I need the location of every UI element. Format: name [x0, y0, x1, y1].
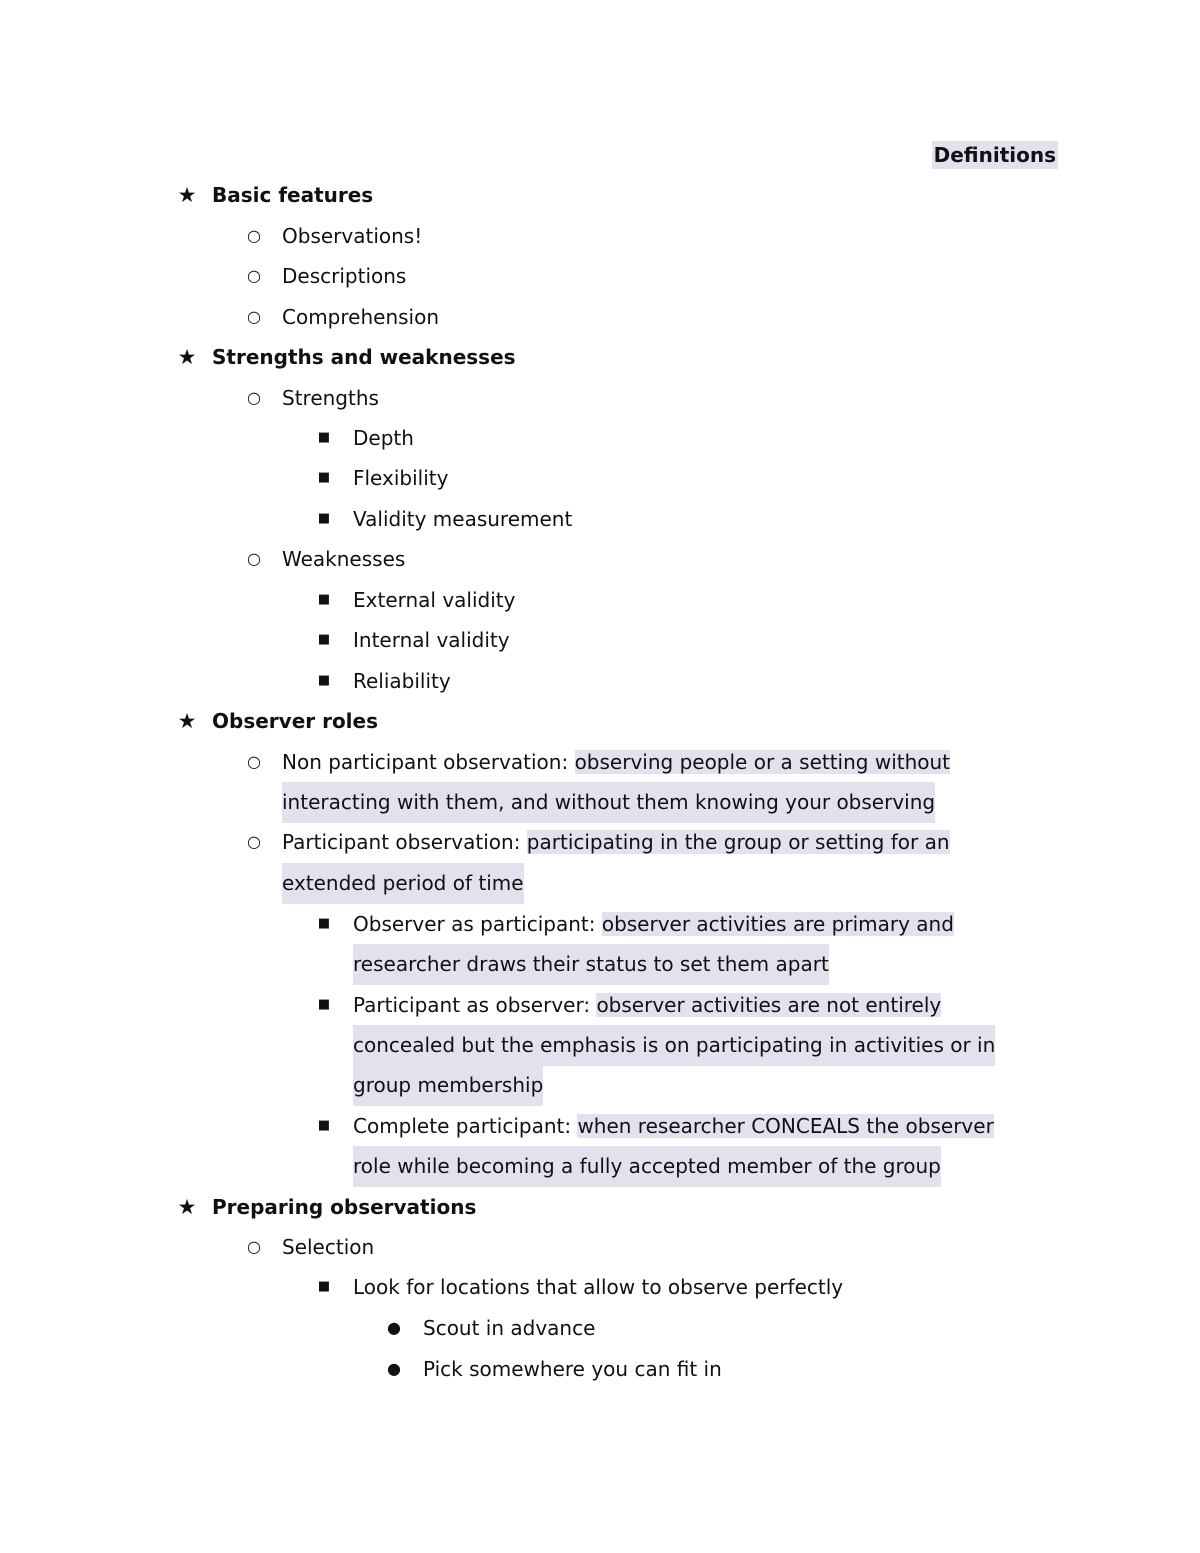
star-bullet-icon: ★	[177, 1195, 197, 1219]
square-bullet-icon: ■	[317, 632, 331, 647]
term: Observer as participant:	[353, 912, 602, 936]
square-bullet-icon: ■	[317, 430, 331, 445]
square-bullet-icon: ■	[317, 1118, 331, 1133]
hollow-circle-bullet-icon: ○	[247, 226, 261, 245]
square-bullet-icon: ■	[317, 470, 331, 485]
square-bullet-icon: ■	[317, 1279, 331, 1294]
definitions-legend: Definitions	[933, 143, 1056, 167]
definition-highlight: group membership	[353, 1065, 543, 1106]
document-page: Definitions ★ Basic features ○ Observations! ○ Descriptions ○ Comprehension ★ Strengths and weaknesses ○ Strengths ■ Depth ■ Flexibility ■ Validity measurement ○ Weaknesses ■ External validity ■ Internal validity ■ Reliability ★ Observer roles ○ Non participant observation: observing people or a setting without interacting with them, and without them knowing your observing ○ Participant observation: participating in the group or setting for an extended period of time ■ Observer as participant: observer activities are primary and researcher draws their status to set them apart ■ Participant as observer: observer activities are not entirely concealed but the emphasis is on participating in activities or in group membership ■ Complete participant: when researcher CONCEALS the observer role while becoming a fully accepted member of the group ★ Preparing observations ○ Selection ■ Look for locations that allow to observe perfectly ● Scout in advance ● Pick somewhere you can fit in	[0, 0, 1200, 1553]
definition-highlight: role while becoming a fully accepted member of the group	[353, 1146, 941, 1187]
hollow-circle-bullet-icon: ○	[247, 388, 261, 407]
square-bullet-icon: ■	[317, 673, 331, 688]
definition-highlight: observer activities are primary and	[601, 912, 954, 936]
definition-highlight: researcher draws their status to set them apart	[353, 944, 829, 985]
hollow-circle-bullet-icon: ○	[247, 832, 261, 851]
definition-highlight: extended period of time	[282, 863, 524, 904]
definition-highlight: observing people or a setting without	[574, 750, 951, 774]
term: Participant observation:	[282, 830, 527, 854]
definition-highlight: observer activities are not entirely	[596, 993, 942, 1017]
hollow-circle-bullet-icon: ○	[247, 307, 261, 326]
definition-highlight: concealed but the emphasis is on participating in activities or in	[353, 1025, 995, 1066]
square-bullet-icon: ■	[317, 511, 331, 526]
definition-highlight: interacting with them, and without them knowing your observing	[282, 782, 935, 823]
filled-dot-bullet-icon: ●	[387, 1318, 401, 1337]
square-bullet-icon: ■	[317, 592, 331, 607]
star-bullet-icon: ★	[177, 345, 197, 369]
hollow-circle-bullet-icon: ○	[247, 1237, 261, 1256]
square-bullet-icon: ■	[317, 997, 331, 1012]
filled-dot-bullet-icon: ●	[387, 1359, 401, 1378]
term: Complete participant:	[353, 1114, 578, 1138]
hollow-circle-bullet-icon: ○	[247, 266, 261, 285]
term: Participant as observer:	[353, 993, 597, 1017]
definition-highlight: when researcher CONCEALS the observer	[577, 1114, 994, 1138]
definition-highlight: participating in the group or setting for an	[526, 830, 950, 854]
hollow-circle-bullet-icon: ○	[247, 549, 261, 568]
term: Non participant observation:	[282, 750, 575, 774]
square-bullet-icon: ■	[317, 916, 331, 931]
star-bullet-icon: ★	[177, 709, 197, 733]
hollow-circle-bullet-icon: ○	[247, 752, 261, 771]
star-bullet-icon: ★	[177, 183, 197, 207]
